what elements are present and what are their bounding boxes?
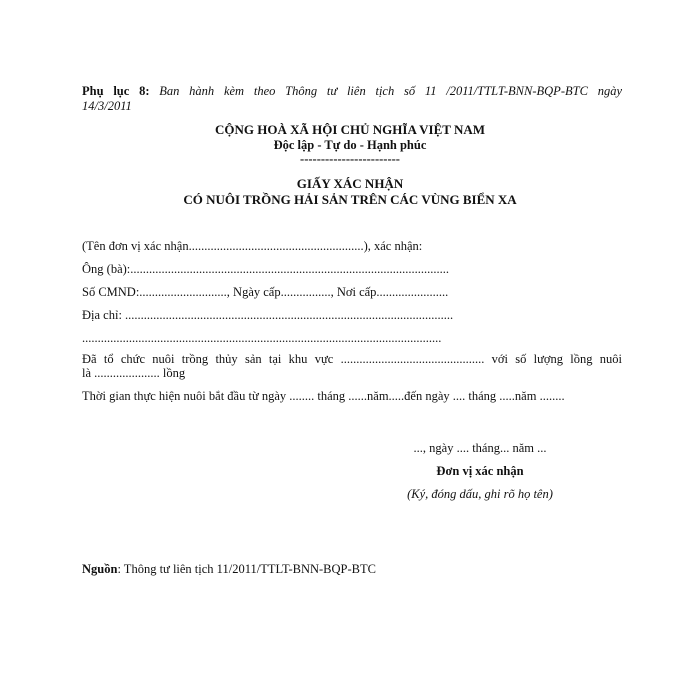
id-line: Số CMND:............................, Ngày cấp................, Nơi cấp....................... <box>82 285 449 299</box>
source-line <box>82 562 622 577</box>
organization-line: Đã tổ chức nuôi trồng thủy sản tại khu vực .............................................. với số lượng lồng nuôi <box>82 352 622 366</box>
header-divider: ------------------------ <box>300 152 400 166</box>
document-title: GIẤY XÁC NHẬN <box>296 176 404 191</box>
nation-heading: CỘNG HOÀ XÃ HỘI CHỦ NGHĨA VIỆT NAM <box>214 122 486 137</box>
signature-unit-label: Đơn vị xác nhận <box>436 464 524 478</box>
cage-count-line: là ..................... lồng <box>82 366 186 380</box>
appendix-date: 14/3/2011 <box>82 99 132 113</box>
appendix-label: Phụ lục 8: <box>82 84 150 98</box>
appendix-text: Ban hành kèm theo Thông tư liên tịch số 11 /2011/TTLT-BNN-BQP-BTC ngày <box>159 84 622 98</box>
unit-line: (Tên đơn vị xác nhận........................................................), xác nhận: <box>82 239 423 253</box>
source-text: : Thông tư liên tịch 11/2011/TTLT-BNN-BQP-BTC <box>117 562 376 576</box>
appendix-line-1 <box>82 84 622 99</box>
address-line: Địa chỉ: ......................................................................................................... <box>82 308 454 322</box>
time-line: Thời gian thực hiện nuôi bắt đầu từ ngày ........ tháng ......năm.....đến ngày .... tháng .....năm ........ <box>82 389 565 403</box>
motto: Độc lập - Tự do - Hạnh phúc <box>273 138 427 152</box>
address-line-continued: ................................................................................................................... <box>82 331 442 345</box>
signature-instruction: (Ký, đóng dấu, ghi rõ họ tên) <box>407 487 553 501</box>
source-label: Nguồn <box>82 562 118 576</box>
document-subtitle: CÓ NUÔI TRỒNG HẢI SẢN TRÊN CÁC VÙNG BIỂN XA <box>183 192 517 207</box>
name-line: Ông (bà):...................................................................................................... <box>82 262 449 276</box>
signature-date: ..., ngày .... tháng... năm ... <box>413 441 547 455</box>
